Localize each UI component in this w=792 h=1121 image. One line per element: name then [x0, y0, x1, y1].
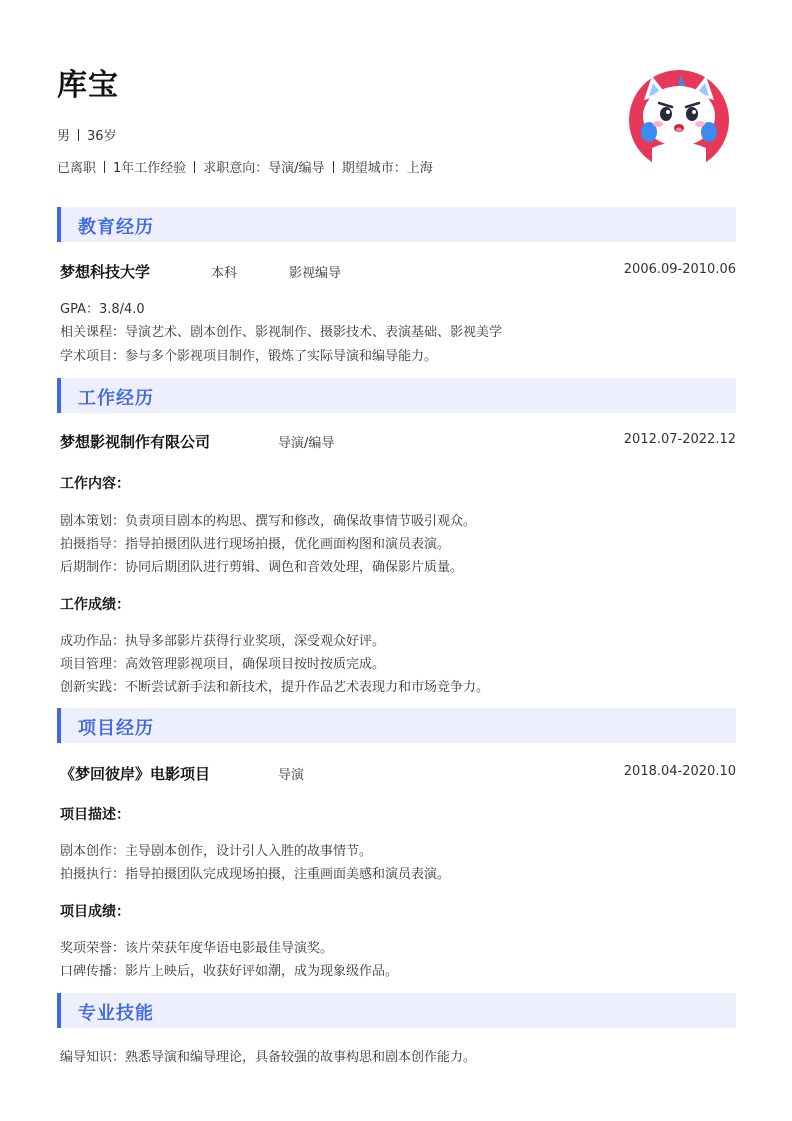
section-title: 专业技能 — [78, 1003, 154, 1024]
project-period: 2018.04-2020.10 — [623, 764, 736, 779]
section-title: 工作经历 — [78, 388, 154, 409]
project-results-title: 项目成绩： — [60, 904, 130, 920]
project-desc-line: 剧本创作：主导剧本创作，设计引人入胜的故事情节。 — [60, 844, 373, 859]
school-name: 梦想科技大学 — [60, 263, 151, 281]
avatar — [622, 70, 736, 170]
major: 影视编导 — [289, 266, 342, 281]
work-content-line: 后期制作：协同后期团队进行剪辑、调色和音效处理，确保影片质量。 — [60, 560, 464, 575]
work-results-title: 工作成绩： — [60, 597, 130, 613]
work-result-line: 成功作品：执导多部影片获得行业奖项，深受观众好评。 — [60, 634, 386, 649]
job-intent: 求职意向：导演/编导 — [203, 161, 325, 176]
project-name: 《梦回彼岸》电影项目 — [60, 765, 211, 783]
divider — [333, 161, 334, 173]
company-name: 梦想影视制作有限公司 — [60, 433, 211, 451]
candidate-name: 库宝 — [57, 68, 119, 103]
section-work — [57, 378, 736, 413]
work-content-line: 剧本策划：负责项目剧本的构思、撰写和修改，确保故事情节吸引观众。 — [60, 514, 477, 529]
work-content-title: 工作内容： — [60, 476, 130, 492]
work-role: 导演/编导 — [278, 436, 335, 451]
expected-city: 期望城市：上海 — [341, 161, 433, 176]
education-line: 学术项目：参与多个影视项目制作，锻炼了实际导演和编导能力。 — [60, 349, 438, 364]
section-title: 项目经历 — [78, 718, 154, 739]
work-period: 2012.07-2022.12 — [623, 432, 736, 447]
divider — [78, 129, 79, 141]
section-project — [57, 708, 736, 743]
section-education — [57, 207, 736, 242]
divider — [104, 161, 105, 173]
project-result-line: 奖项荣誉：该片荣获年度华语电影最佳导演奖。 — [60, 941, 334, 956]
skill-line: 编导知识：熟悉导演和编导理论，具备较强的故事构思和剧本创作能力。 — [60, 1050, 477, 1065]
education-line: 相关课程：导演艺术、剧本创作、影视制作、摄影技术、表演基础、影视美学 — [60, 325, 503, 340]
project-role: 导演 — [278, 768, 305, 783]
education-period: 2006.09-2010.06 — [623, 262, 736, 277]
section-title: 教育经历 — [78, 217, 154, 238]
work-experience: 1年工作经验 — [113, 161, 187, 176]
job-info — [57, 157, 433, 176]
degree: 本科 — [211, 266, 238, 281]
work-result-line: 项目管理：高效管理影视项目，确保项目按时按质完成。 — [60, 657, 386, 672]
work-result-line: 创新实践：不断尝试新手法和新技术，提升作品艺术表现力和市场竞争力。 — [60, 680, 490, 695]
work-content-line: 拍摄指导：指导拍摄团队进行现场拍摄，优化画面构图和演员表演。 — [60, 537, 451, 552]
education-line: GPA：3.8/4.0 — [60, 302, 145, 317]
age: 36岁 — [87, 129, 117, 144]
section-skills — [57, 993, 736, 1028]
project-desc-line: 拍摄执行：指导拍摄团队完成现场拍摄，注重画面美感和演员表演。 — [60, 867, 451, 882]
project-desc-title: 项目描述： — [60, 807, 130, 823]
gender: 男 — [57, 129, 71, 144]
employment-status: 已离职 — [57, 161, 97, 176]
basic-info — [57, 125, 117, 144]
divider — [194, 161, 195, 173]
project-result-line: 口碑传播：影片上映后，收获好评如潮，成为现象级作品。 — [60, 964, 399, 979]
